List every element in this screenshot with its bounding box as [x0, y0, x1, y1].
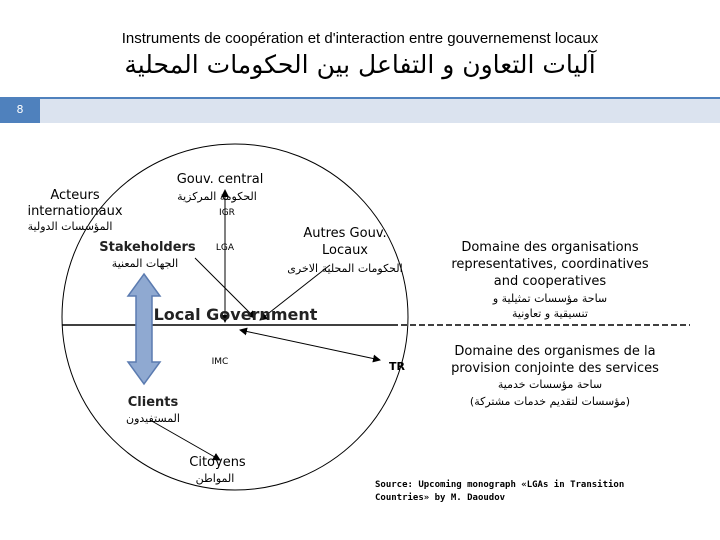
domain-orgs-line-3: and cooperatives — [493, 274, 607, 289]
acteurs-ar-label: المؤسسات الدولية — [27, 220, 113, 233]
clients-label: Clients — [127, 395, 179, 410]
domain-services-line-2: provision conjointe des services — [451, 361, 659, 376]
autres-gouv-label-1: Autres Gouv. — [303, 226, 387, 241]
acteurs-label-1: Acteurs — [50, 188, 100, 203]
citoyens-arrow — [150, 420, 220, 460]
domain-orgs-ar-2: تنسيقية و تعاونية — [512, 307, 588, 320]
igr-label: IGR — [219, 208, 235, 218]
autres-gouv-ar-label: الحكومات المحلية الاخرى — [287, 262, 403, 275]
slide-title-fr: Instruments de coopération et d'interaction entre gouvernemenst locaux — [121, 30, 599, 47]
slide-number: 8 — [0, 97, 40, 123]
domain-orgs-ar-1: ساحة مؤسسات تمثيلية و — [492, 292, 608, 305]
imc-arrow — [240, 330, 380, 360]
autres-gouv-label-2: Locaux — [321, 243, 368, 258]
citoyens-ar-label: المواطن — [195, 472, 235, 485]
domain-services-line-1: Domaine des organismes de la — [454, 344, 656, 359]
citoyens-label: Citoyens — [189, 455, 246, 470]
clients-ar-label: المستفيدون — [126, 412, 180, 425]
domain-orgs-line-2: representatives, coordinatives — [451, 257, 649, 272]
lga-label: LGA — [215, 243, 235, 253]
gouv-central-label: Gouv. central — [176, 172, 264, 187]
tr-label: TR — [389, 360, 405, 373]
slide-title-ar: آليات التعاون و التفاعل بين الحكومات المحلية — [124, 50, 596, 79]
domain-services-ar-2: (مؤسسات لتقديم خدمات مشتركة) — [469, 395, 631, 408]
source-line-1: Source: Upcoming monograph «LGAs in Transition — [375, 480, 625, 490]
imc-label: IMC — [211, 357, 229, 367]
stakeholders-ar-label: الجهات المعنية — [111, 257, 179, 270]
acteurs-label-2: internationaux — [27, 204, 123, 219]
local-government-label: Local Government — [153, 305, 318, 324]
domain-orgs-line-1: Domaine des organisations — [461, 240, 639, 255]
stakeholders-label: Stakeholders — [99, 240, 196, 255]
source-line-2: Countries» by M. Daoudov — [375, 493, 506, 503]
domain-services-ar-1: ساحة مؤسسات خدمية — [497, 378, 603, 391]
stakeholders-clients-arrow — [128, 274, 160, 384]
gouv-central-ar-label: الحكومة المركزية — [177, 190, 257, 203]
